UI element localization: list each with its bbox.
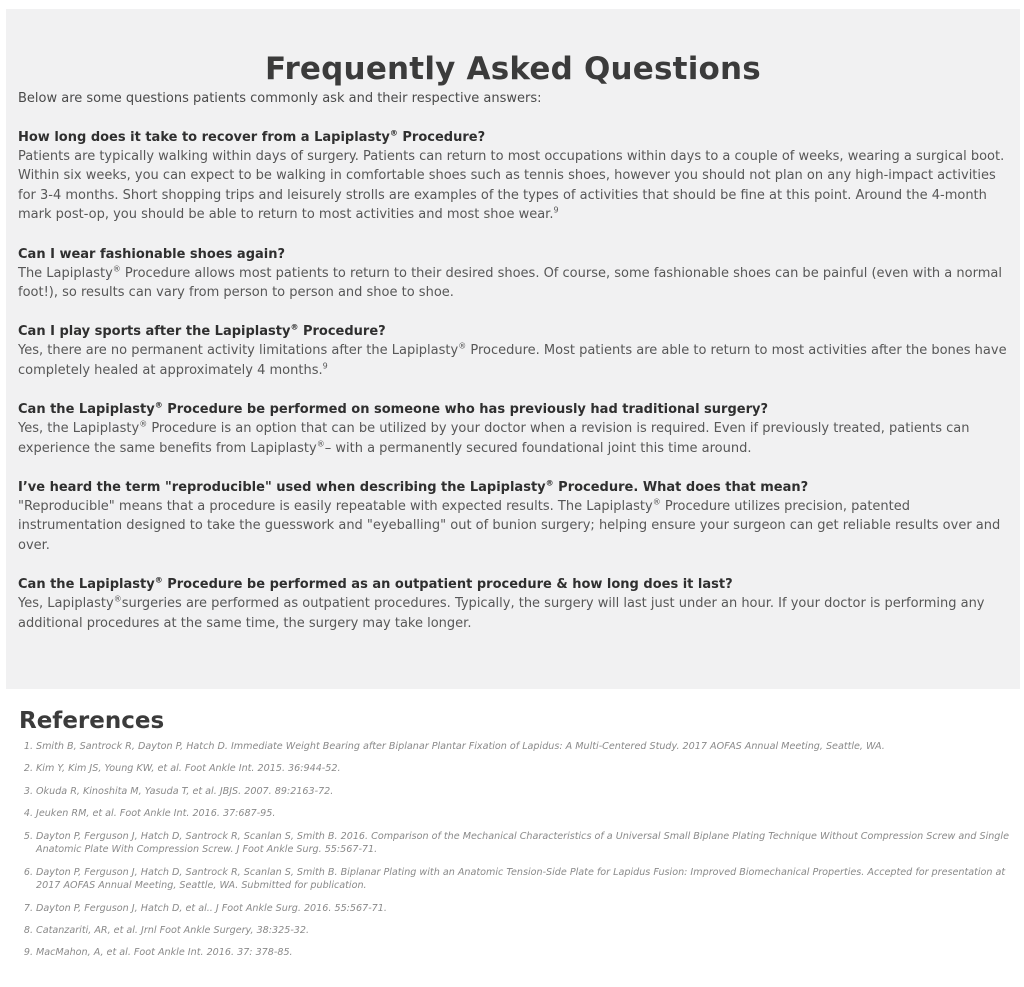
- faq-answer: [18, 594, 1008, 633]
- faq-answer: [18, 264, 1008, 303]
- references-title: References: [19, 708, 165, 734]
- faq-item: [18, 322, 1008, 380]
- reference-item: [19, 946, 1009, 960]
- faq-question: [18, 400, 1008, 419]
- registered-mark: ®: [154, 575, 163, 585]
- registered-mark: ®: [458, 342, 467, 352]
- answer-text: – with a permanently secured foundational joint this time around.: [324, 440, 752, 456]
- faq-item: [18, 575, 1008, 633]
- faq-item: [18, 245, 1008, 303]
- faq-question: [18, 245, 1008, 264]
- question-text: Can the Lapiplasty: [18, 402, 155, 418]
- question-text: Procedure?: [298, 324, 386, 340]
- citation-mark: 9: [322, 361, 328, 371]
- registered-mark: ®: [316, 439, 325, 449]
- reference-item: [19, 902, 1009, 916]
- citation-mark: 9: [553, 205, 559, 215]
- reference-number: 3.: [23, 785, 33, 797]
- registered-mark: ®: [290, 323, 299, 333]
- reference-item: [19, 830, 1009, 857]
- faq-question: [18, 478, 1008, 497]
- answer-text: Procedure utilizes precision, patented instrumentation designed to take the guesswork and "eyeballing" out of bunion surgery; helping ensure your surgeon can get reliable results over and over.: [18, 499, 1001, 553]
- reference-text: Dayton P, Ferguson J, Hatch D, Santrock R, Scanlan S, Smith B. 2016. Comparison of the Mechanical Characteristics of a Universal Small Biplane Plating Technique Without Compression Screw and Single Anatomic Plate With Compression Screw. J Foot Ankle Surg. 55:567-71.: [36, 830, 1009, 856]
- reference-number: 5.: [23, 830, 33, 842]
- registered-mark: ®: [113, 594, 122, 604]
- faq-answer: [18, 419, 1008, 458]
- faq-list: [18, 128, 1008, 633]
- reference-text: Dayton P, Ferguson J, Hatch D, Santrock R, Scanlan S, Smith B. Biplanar Plating with an Anatomic Tension-Side Plate for Lapidus Fusion: Improved Biomechanical Properties. Accepted for presentation at 2017 AOFAS Annual Meeting, Seattle, WA. Submitted for publication.: [36, 866, 1006, 892]
- reference-item: [19, 924, 1009, 938]
- references-section: [19, 706, 1009, 969]
- answer-text: The Lapiplasty: [18, 265, 113, 281]
- reference-text: Smith B, Santrock R, Dayton P, Hatch D. Immediate Weight Bearing after Biplanar Plantar Fixation of Lapidus: A Multi-Centered Study. 2017 AOFAS Annual Meeting, Seattle, WA.: [36, 741, 885, 752]
- question-text: Procedure be performed on someone who has previously had traditional surgery?: [162, 402, 769, 418]
- faq-question: [18, 322, 1008, 341]
- reference-text: Dayton P, Ferguson J, Hatch D, et al.. J Foot Ankle Surg. 2016. 55:567-71.: [36, 902, 387, 914]
- faq-item: [18, 478, 1008, 555]
- answer-text: Yes, Lapiplasty: [18, 596, 114, 612]
- reference-item: [19, 807, 1009, 821]
- reference-item: [19, 762, 1009, 776]
- registered-mark: ®: [139, 419, 148, 429]
- answer-text: "Reproducible" means that a procedure is easily repeatable with expected results. The Lapiplasty: [18, 499, 653, 515]
- question-text: Procedure?: [397, 130, 486, 145]
- question-text: Can I wear fashionable shoes again?: [18, 246, 286, 262]
- reference-number: 4.: [23, 808, 33, 820]
- reference-number: 9.: [23, 947, 33, 959]
- faq-title: Frequently Asked Questions: [265, 51, 761, 87]
- question-text: Procedure. What does that mean?: [553, 480, 809, 496]
- answer-text: Procedure allows most patients to return to their desired shoes. Of course, some fashionable shoes can be painful (even with a normal foot!), so results can vary from person to person and shoe to shoe.: [18, 265, 1002, 301]
- faq-item: [18, 400, 1008, 458]
- answer-text: Yes, the Lapiplasty: [18, 421, 140, 437]
- registered-mark: ®: [154, 400, 163, 410]
- faq-question: [18, 128, 1008, 147]
- answer-text: surgeries are performed as outpatient procedures. Typically, the surgery will last just under an hour. If your doctor is performing any additional procedures at the same time, the surgery may take longer.: [18, 596, 985, 631]
- question-text: Procedure be performed as an outpatient procedure & how long does it last?: [162, 577, 733, 593]
- answer-text: Patients are typically walking within days of surgery. Patients can return to most occupations within days to a couple of weeks, wearing a surgical boot. Within six weeks, you can expect to be walking in comfortable shoes such as tennis shoes, however you should not plan on any high-impact activities for 3-4 months. Short shopping trips and leisurely strolls are examples of the types of activities that should be fine at this point. Around the 4-month mark post-op, you should be able to return to most activities and most shoe wear.: [18, 149, 1005, 223]
- answer-text: Procedure is an option that can be utilized by your doctor when a revision is required. Even if previously treated, patients can experience the same benefits from Lapiplasty: [18, 421, 970, 456]
- registered-mark: ®: [112, 264, 121, 274]
- reference-text: MacMahon, A, et al. Foot Ankle Int. 2016. 37: 378-85.: [36, 947, 293, 959]
- references-list: [19, 740, 1009, 960]
- question-text: Can the Lapiplasty: [18, 577, 155, 593]
- faq-answer: [18, 497, 1008, 555]
- reference-number: 7.: [23, 902, 33, 914]
- reference-number: 8.: [23, 924, 33, 936]
- faq-answer: [18, 147, 1008, 225]
- reference-item: [19, 785, 1009, 799]
- question-text: I’ve heard the term "reproducible" used when describing the Lapiplasty: [18, 480, 546, 496]
- faq-intro: Below are some questions patients commonly ask and their respective answers:: [18, 91, 542, 106]
- answer-text: Yes, there are no permanent activity limitations after the Lapiplasty: [18, 343, 459, 359]
- reference-text: Jeuken RM, et al. Foot Ankle Int. 2016. 37:687-95.: [36, 808, 276, 820]
- registered-mark: ®: [389, 128, 398, 138]
- faq-question: [18, 575, 1008, 594]
- registered-mark: ®: [545, 478, 554, 488]
- reference-text: Okuda R, Kinoshita M, Yasuda T, et al. JBJS. 2007. 89:2163-72.: [36, 785, 334, 797]
- reference-number: 1.: [23, 741, 33, 752]
- reference-number: 6.: [23, 866, 33, 878]
- faq-answer: [18, 341, 1008, 380]
- reference-item: [19, 740, 1009, 754]
- registered-mark: ®: [652, 497, 661, 507]
- question-text: Can I play sports after the Lapiplasty: [18, 324, 291, 340]
- question-text: How long does it take to recover from a Lapiplasty: [18, 130, 390, 145]
- reference-text: Kim Y, Kim JS, Young KW, et al. Foot Ankle Int. 2015. 36:944-52.: [36, 763, 341, 775]
- faq-section: [6, 9, 1020, 689]
- faq-item: [18, 128, 1008, 225]
- reference-text: Catanzariti, AR, et al. Jrnl Foot Ankle Surgery, 38:325-32.: [36, 924, 310, 936]
- reference-item: [19, 866, 1009, 893]
- answer-text: Procedure. Most patients are able to return to most activities after the bones have completely healed at approximately 4 months.: [18, 343, 1007, 378]
- reference-number: 2.: [23, 763, 33, 775]
